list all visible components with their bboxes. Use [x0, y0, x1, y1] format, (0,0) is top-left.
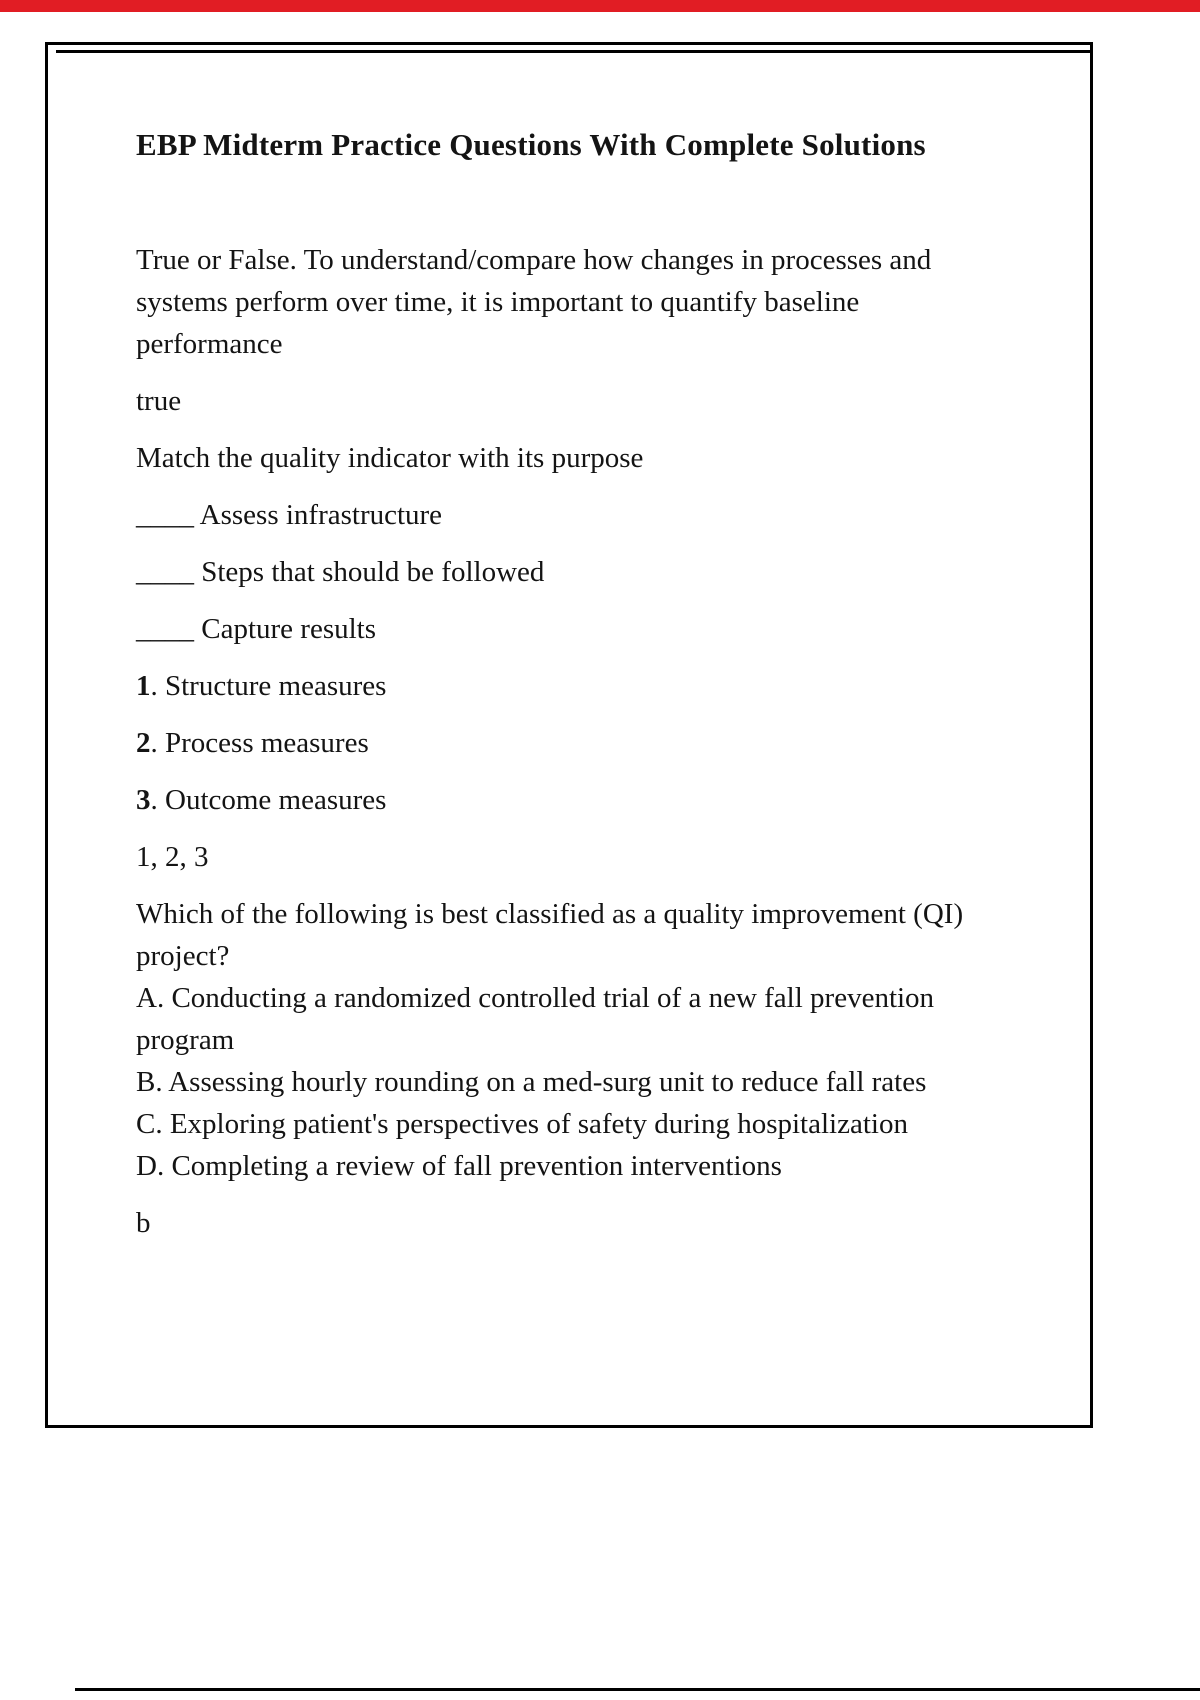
matching-option [136, 779, 1012, 821]
matching-option-number: 2 [136, 727, 151, 759]
question-3-text [136, 893, 1012, 1187]
top-red-bar [0, 0, 1200, 12]
question-2-prompt: Match the quality indicator with its purpose [136, 442, 644, 474]
matching-item: ____ Assess infrastructure [136, 499, 443, 531]
matching-option-number: 1 [136, 670, 151, 702]
matching-option [136, 722, 1012, 764]
content-frame [45, 42, 1093, 1428]
question-1-text: True or False. To understand/compare how changes in processes and systems perform over time, it is important to quantify baseline performance [136, 244, 932, 360]
matching-option-label: . Structure measures [150, 670, 387, 702]
matching-option-number: 3 [136, 784, 151, 816]
question-3-option-d: D. Completing a review of fall prevention interventions [136, 1150, 782, 1182]
question-3-option-c: C. Exploring patient's perspectives of safety during hospitalization [136, 1108, 908, 1140]
question-3-answer: b [136, 1207, 151, 1239]
question-1-answer: true [136, 385, 182, 417]
matching-item: ____ Steps that should be followed [136, 556, 545, 588]
question-3-option-a: A. Conducting a randomized controlled trial of a new fall prevention program [136, 982, 935, 1056]
question-3-line: Which of the following is best classified as a quality improvement (QI) project? [136, 898, 964, 972]
matching-option-label: . Outcome measures [150, 784, 387, 816]
question-3-option-b: B. Assessing hourly rounding on a med-surg unit to reduce fall rates [136, 1066, 927, 1098]
document-title: EBP Midterm Practice Questions With Complete Solutions [136, 127, 926, 162]
matching-option-label: . Process measures [150, 727, 369, 759]
matching-item: ____ Capture results [136, 613, 377, 645]
page-divider [75, 1688, 1200, 1691]
matching-option [136, 665, 1012, 707]
question-2-answer: 1, 2, 3 [136, 841, 209, 873]
